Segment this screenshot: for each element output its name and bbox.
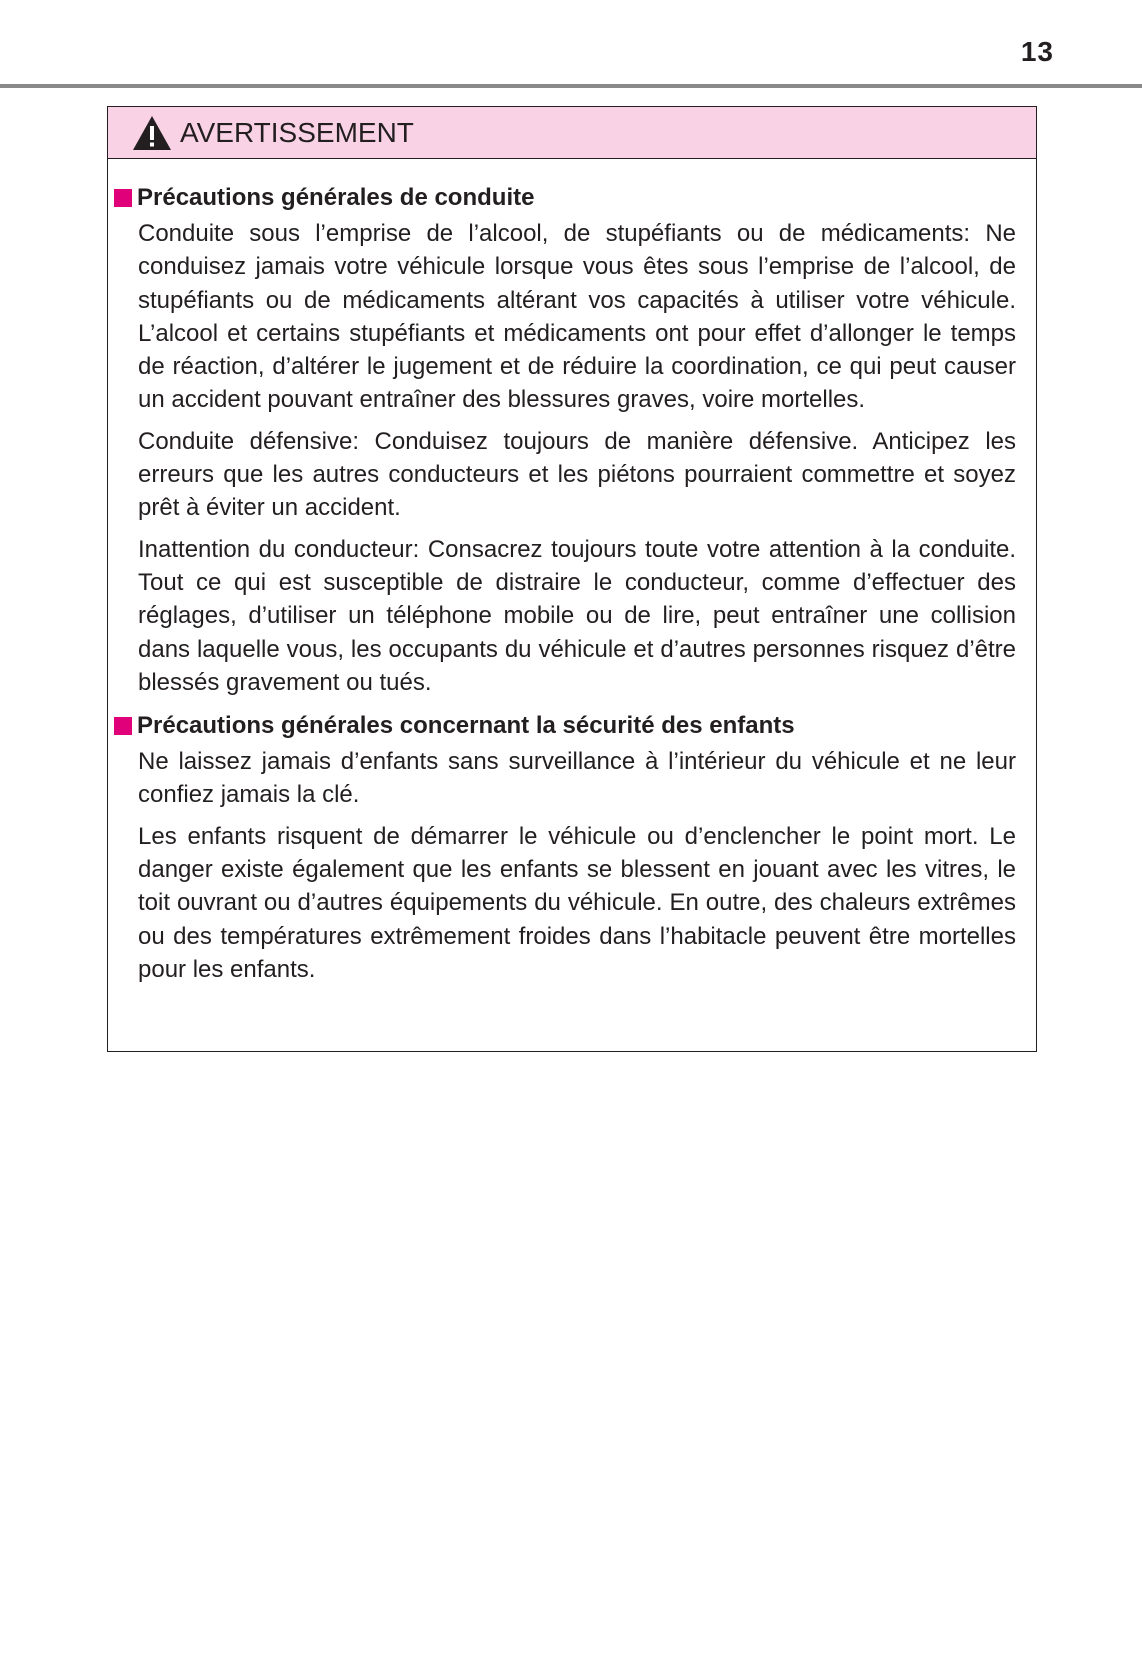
section-child-safety <box>114 707 1016 986</box>
warning-body <box>108 159 1036 986</box>
warning-header <box>108 107 1036 159</box>
section-heading-text: Précautions générales concernant la sécurité des enfants <box>137 712 795 740</box>
pink-square-bullet-icon <box>114 717 132 735</box>
paragraph-alcohol-drugs: Conduite sous l’emprise de l’alcool, de stupéfiants ou de médicaments: Ne conduisez jamais votre véhicule lorsque vous êtes sous l’emprise de l’alcool, de stupéfiants ou de médicaments altérant vos capacités à utiliser votre véhicule. L’alcool et certains stupéfiants et médicaments ont pour effet d’allonger le temps de réaction, d’altérer le jugement et de réduire la coordination, ce qui peut causer un accident pouvant entraîner des blessures graves, voire mortelles. <box>138 220 1016 414</box>
section-heading <box>114 179 1016 217</box>
pink-square-bullet-icon <box>114 189 132 207</box>
warning-triangle-icon <box>132 115 172 151</box>
warning-title: AVERTISSEMENT <box>180 116 414 148</box>
paragraph-unattended-children: Ne laissez jamais d’enfants sans surveillance à l’intérieur du véhicule et ne leur confiez jamais la clé. <box>138 748 1016 809</box>
section-heading-text: Précautions générales de conduite <box>137 184 535 211</box>
paragraph-children-dangers: Les enfants risquent de démarrer le véhicule ou d’enclencher le point mort. Le danger existe également que les enfants se blessent en jouant avec les vitres, le toit ouvrant ou d’autres équipements du véhicule. En outre, des chaleurs extrêmes ou des températures extrêmement froides dans l’habitacle peuvent être mortelles pour les enfants. <box>138 822 1016 983</box>
section-driving-precautions <box>114 179 1016 699</box>
page-number: 13 <box>1020 36 1054 67</box>
header-rule <box>0 84 1142 88</box>
paragraph-defensive-driving: Conduite défensive: Conduisez toujours de manière défensive. Anticipez les erreurs que les autres conducteurs et les piétons pourraient commettre et soyez prêt à éviter un accident. <box>138 427 1016 522</box>
section-heading <box>114 707 1016 745</box>
warning-box <box>107 106 1037 1052</box>
paragraph-driver-inattention: Inattention du conducteur: Consacrez toujours toute votre attention à la conduite. Tout ce qui est susceptible de distraire le conducteur, comme d’effectuer des réglages, d’utiliser un téléphone mobile ou de lire, peut entraîner une collision dans laquelle vous, les occupants du véhicule et d’autres personnes risquez d’être blessés gravement ou tués. <box>138 535 1016 696</box>
